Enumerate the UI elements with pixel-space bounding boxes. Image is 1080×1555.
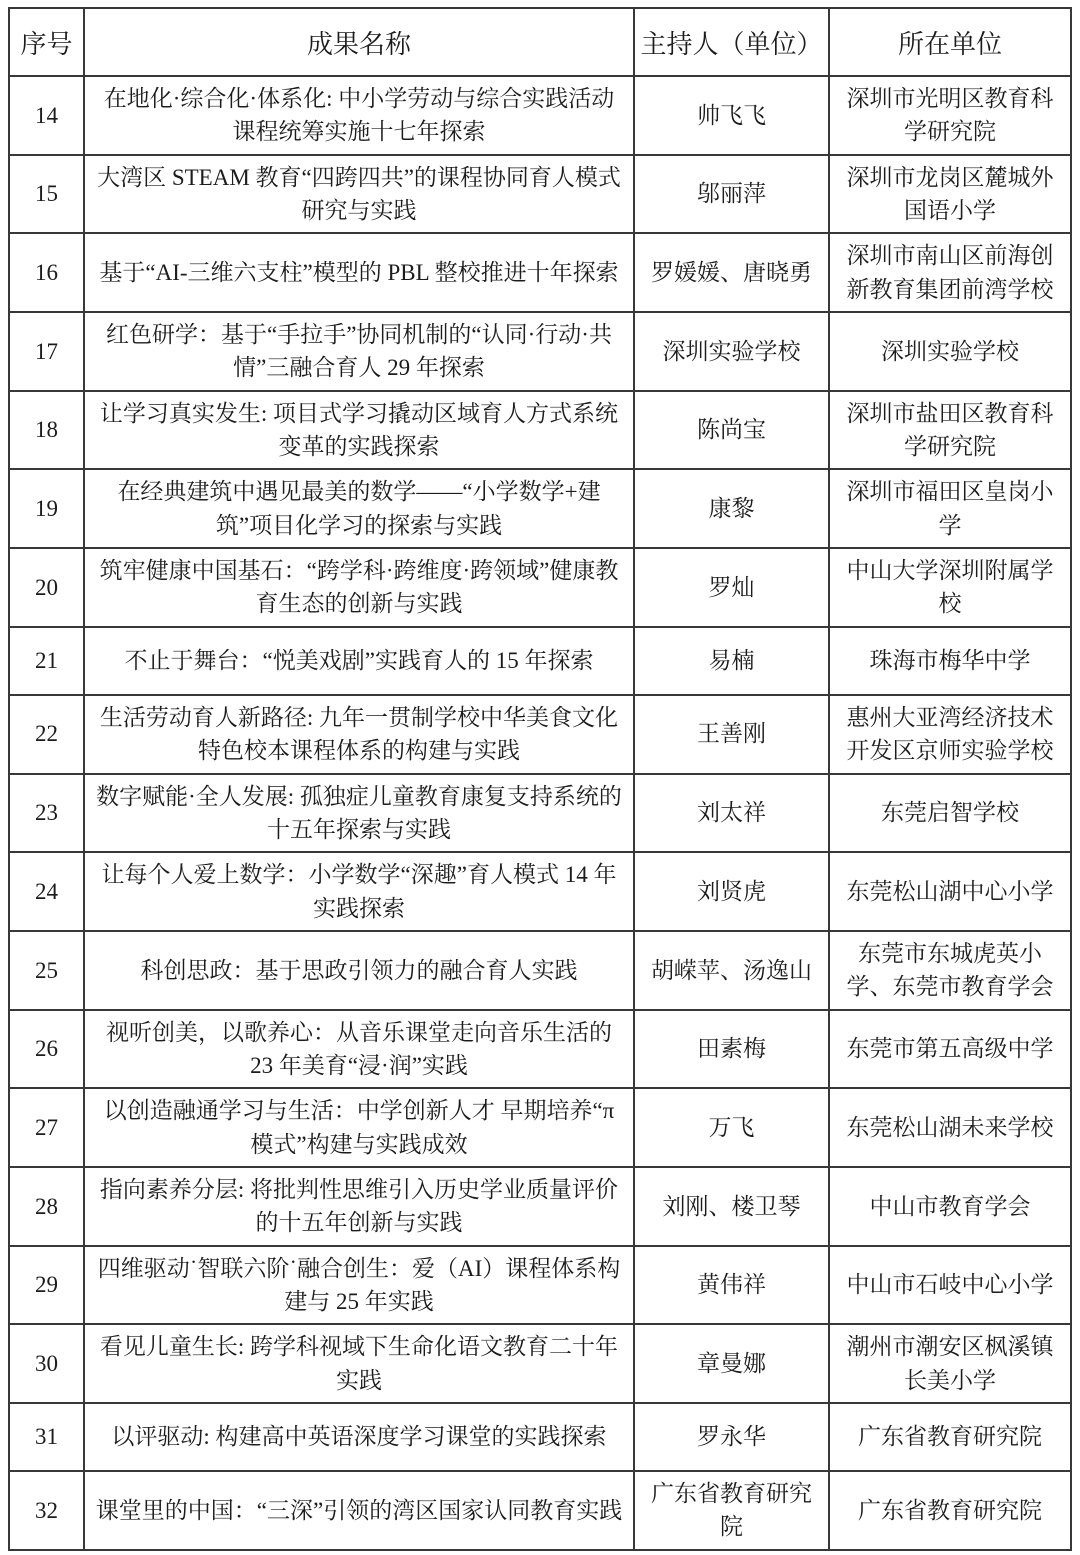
row-number-cell: 17 bbox=[9, 312, 84, 391]
achievements-table bbox=[8, 7, 1072, 1551]
table-row bbox=[9, 312, 1071, 391]
host-cell: 刘贤虎 bbox=[634, 852, 829, 931]
table-row bbox=[9, 548, 1071, 627]
achievement-name-cell: 大湾区 STEAM 教育“四跨四共”的课程协同育人模式研究与实践 bbox=[84, 155, 634, 234]
host-cell: 深圳实验学校 bbox=[634, 312, 829, 391]
row-number-cell: 22 bbox=[9, 695, 84, 774]
table-row bbox=[9, 391, 1071, 470]
host-cell: 刘太祥 bbox=[634, 774, 829, 853]
table-row bbox=[9, 1088, 1071, 1167]
row-number-cell: 25 bbox=[9, 931, 84, 1010]
results-table-body bbox=[9, 76, 1071, 1550]
table-row bbox=[9, 1167, 1071, 1246]
unit-cell: 广东省教育研究院 bbox=[829, 1471, 1071, 1550]
achievement-name-cell: 基于“AI-三维六支柱”模型的 PBL 整校推进十年探索 bbox=[84, 233, 634, 312]
unit-cell: 广东省教育研究院 bbox=[829, 1403, 1071, 1471]
table-row bbox=[9, 233, 1071, 312]
table-row bbox=[9, 695, 1071, 774]
host-cell: 易楠 bbox=[634, 627, 829, 695]
host-cell: 罗媛媛、唐晓勇 bbox=[634, 233, 829, 312]
host-cell: 章曼娜 bbox=[634, 1324, 829, 1403]
unit-cell: 惠州大亚湾经济技术开发区京师实验学校 bbox=[829, 695, 1071, 774]
achievement-name-cell: 视听创美，以歌养心：从音乐课堂走向音乐生活的 23 年美育“浸·润”实践 bbox=[84, 1010, 634, 1089]
row-number-cell: 32 bbox=[9, 1471, 84, 1550]
host-cell: 胡嵘苹、汤逸山 bbox=[634, 931, 829, 1010]
host-cell: 广东省教育研究院 bbox=[634, 1471, 829, 1550]
host-cell: 罗永华 bbox=[634, 1403, 829, 1471]
host-cell: 田素梅 bbox=[634, 1010, 829, 1089]
unit-cell: 中山市教育学会 bbox=[829, 1167, 1071, 1246]
unit-cell: 深圳市南山区前海创新教育集团前湾学校 bbox=[829, 233, 1071, 312]
row-number-cell: 16 bbox=[9, 233, 84, 312]
row-number-cell: 31 bbox=[9, 1403, 84, 1471]
host-cell: 刘刚、楼卫琴 bbox=[634, 1167, 829, 1246]
row-number-cell: 21 bbox=[9, 627, 84, 695]
unit-cell: 东莞市东城虎英小学、东莞市教育学会 bbox=[829, 931, 1071, 1010]
achievement-name-cell: 以创造融通学习与生活：中学创新人才 早期培养“π模式”构建与实践成效 bbox=[84, 1088, 634, 1167]
achievement-name-cell: 不止于舞台：“悦美戏剧”实践育人的 15 年探索 bbox=[84, 627, 634, 695]
achievement-name-cell: 在经典建筑中遇见最美的数学——“小学数学+建筑”项目化学习的探索与实践 bbox=[84, 469, 634, 548]
col-header-unit: 所在单位 bbox=[829, 8, 1071, 76]
col-header-achievement-name: 成果名称 bbox=[84, 8, 634, 76]
host-cell: 万飞 bbox=[634, 1088, 829, 1167]
row-number-cell: 18 bbox=[9, 391, 84, 470]
achievement-name-cell: 科创思政：基于思政引领力的融合育人实践 bbox=[84, 931, 634, 1010]
achievement-name-cell: 以评驱动: 构建高中英语深度学习课堂的实践探索 bbox=[84, 1403, 634, 1471]
achievement-name-cell: 四维驱动˙智联六阶˙融合创生：爱（AI）课程体系构建与 25 年实践 bbox=[84, 1246, 634, 1325]
achievement-name-cell: 课堂里的中国：“三深”引领的湾区国家认同教育实践 bbox=[84, 1471, 634, 1550]
row-number-cell: 27 bbox=[9, 1088, 84, 1167]
achievement-name-cell: 数字赋能·全人发展: 孤独症儿童教育康复支持系统的十五年探索与实践 bbox=[84, 774, 634, 853]
achievement-name-cell: 让学习真实发生: 项目式学习撬动区域育人方式系统变革的实践探索 bbox=[84, 391, 634, 470]
host-cell: 罗灿 bbox=[634, 548, 829, 627]
host-cell: 王善刚 bbox=[634, 695, 829, 774]
table-row bbox=[9, 76, 1071, 155]
achievement-name-cell: 筑牢健康中国基石：“跨学科·跨维度·跨领域”健康教育生态的创新与实践 bbox=[84, 548, 634, 627]
unit-cell: 东莞市第五高级中学 bbox=[829, 1010, 1071, 1089]
col-header-host: 主持人（单位） bbox=[634, 8, 829, 76]
table-row bbox=[9, 852, 1071, 931]
host-cell: 邬丽萍 bbox=[634, 155, 829, 234]
row-number-cell: 14 bbox=[9, 76, 84, 155]
row-number-cell: 28 bbox=[9, 1167, 84, 1246]
row-number-cell: 19 bbox=[9, 469, 84, 548]
unit-cell: 东莞启智学校 bbox=[829, 774, 1071, 853]
host-cell: 帅飞飞 bbox=[634, 76, 829, 155]
unit-cell: 中山市石岐中心小学 bbox=[829, 1246, 1071, 1325]
table-row bbox=[9, 774, 1071, 853]
unit-cell: 深圳实验学校 bbox=[829, 312, 1071, 391]
table-row bbox=[9, 1403, 1071, 1471]
achievement-name-cell: 让每个人爱上数学：小学数学“深趣”育人模式 14 年实践探索 bbox=[84, 852, 634, 931]
achievement-name-cell: 生活劳动育人新路径: 九年一贯制学校中华美食文化特色校本课程体系的构建与实践 bbox=[84, 695, 634, 774]
row-number-cell: 29 bbox=[9, 1246, 84, 1325]
unit-cell: 东莞松山湖未来学校 bbox=[829, 1088, 1071, 1167]
host-cell: 陈尚宝 bbox=[634, 391, 829, 470]
unit-cell: 深圳市福田区皇岗小学 bbox=[829, 469, 1071, 548]
table-row bbox=[9, 469, 1071, 548]
table-row bbox=[9, 1471, 1071, 1550]
unit-cell: 东莞松山湖中心小学 bbox=[829, 852, 1071, 931]
col-header-index: 序号 bbox=[9, 8, 84, 76]
unit-cell: 潮州市潮安区枫溪镇长美小学 bbox=[829, 1324, 1071, 1403]
row-number-cell: 30 bbox=[9, 1324, 84, 1403]
achievement-name-cell: 红色研学：基于“手拉手”协同机制的“认同·行动·共情”三融合育人 29 年探索 bbox=[84, 312, 634, 391]
row-number-cell: 20 bbox=[9, 548, 84, 627]
unit-cell: 中山大学深圳附属学校 bbox=[829, 548, 1071, 627]
table-row bbox=[9, 1324, 1071, 1403]
table-row bbox=[9, 1010, 1071, 1089]
unit-cell: 珠海市梅华中学 bbox=[829, 627, 1071, 695]
table-header bbox=[9, 8, 1071, 76]
achievement-name-cell: 指向素养分层: 将批判性思维引入历史学业质量评价的十五年创新与实践 bbox=[84, 1167, 634, 1246]
row-number-cell: 24 bbox=[9, 852, 84, 931]
row-number-cell: 15 bbox=[9, 155, 84, 234]
row-number-cell: 23 bbox=[9, 774, 84, 853]
achievement-name-cell: 在地化·综合化·体系化: 中小学劳动与综合实践活动课程统筹实施十七年探索 bbox=[84, 76, 634, 155]
row-number-cell: 26 bbox=[9, 1010, 84, 1089]
unit-cell: 深圳市光明区教育科学研究院 bbox=[829, 76, 1071, 155]
achievement-name-cell: 看见儿童生长: 跨学科视域下生命化语文教育二十年实践 bbox=[84, 1324, 634, 1403]
header-row bbox=[9, 8, 1071, 76]
host-cell: 黄伟祥 bbox=[634, 1246, 829, 1325]
table-row bbox=[9, 155, 1071, 234]
unit-cell: 深圳市盐田区教育科学研究院 bbox=[829, 391, 1071, 470]
table-row bbox=[9, 1246, 1071, 1325]
host-cell: 康黎 bbox=[634, 469, 829, 548]
table-row bbox=[9, 627, 1071, 695]
unit-cell: 深圳市龙岗区麓城外国语小学 bbox=[829, 155, 1071, 234]
table-row bbox=[9, 931, 1071, 1010]
